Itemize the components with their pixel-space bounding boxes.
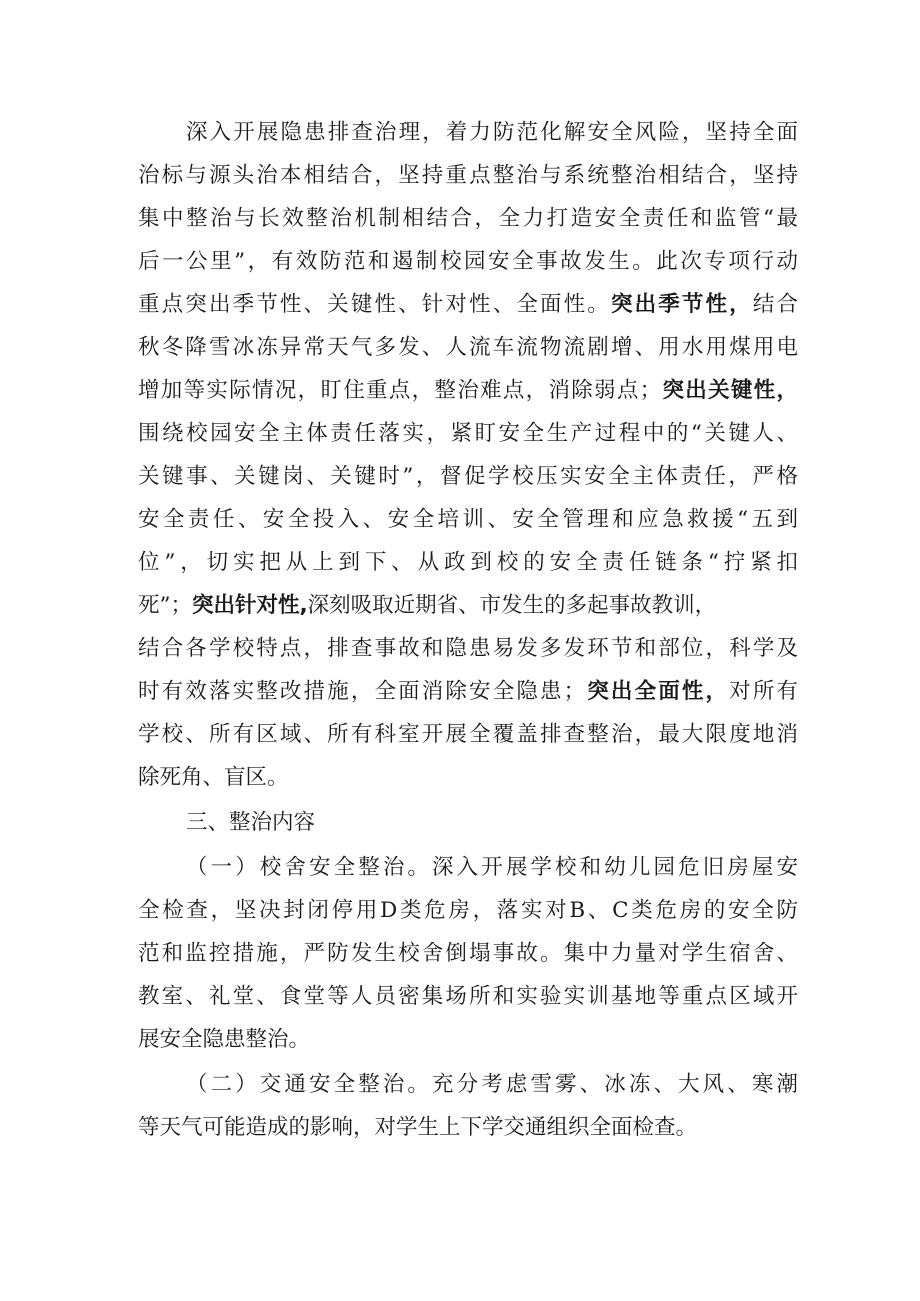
paragraph-line: 位”，切实把从上到下、从政到校的安全责任链条“拧紧扣	[138, 550, 798, 575]
paragraph-line: 深入开展隐患排查治理，着力防范化解安全风险，坚持全面	[186, 120, 798, 145]
paragraph-line: 展安全隐患整治。	[138, 1027, 311, 1052]
paragraph-line: （二）交通安全整治。充分考虑雪雾、冰冻、大风、寒潮	[186, 1072, 798, 1097]
paragraph-line: 围绕校园安全主体责任落实，紧盯安全生产过程中的“关键人、	[138, 421, 798, 446]
bold-emphasis: 突出全面性，	[585, 679, 730, 704]
paragraph-line	[138, 290, 798, 320]
text-run: 增加等实际情况，盯住重点，整治难点，消除弱点；	[138, 378, 662, 403]
paragraph-line: 范和监控措施，严防发生校舍倒塌事故。集中力量对学生宿舍、	[138, 941, 798, 966]
paragraph-line: 集中整治与长效整治机制相结合，全力打造安全责任和监管“最	[138, 206, 798, 231]
paragraph-line: 秋冬降雪冰冻异常天气多发、人流车流物流剧增、用水用煤用电	[138, 335, 798, 360]
paragraph-line: 除死角、盲区。	[138, 765, 289, 790]
text-run: 死”；	[138, 593, 192, 618]
paragraph-line: （一）校舍安全整治。深入开展学校和幼儿园危旧房屋安	[186, 855, 798, 880]
text-run: 结合	[752, 292, 798, 317]
text-run: 深刻吸取近期省、市发生的多起事故教训，	[307, 593, 717, 618]
bold-emphasis: 突出针对性,	[192, 593, 308, 618]
text-run: 时有效落实整改措施，全面消除安全隐患；	[138, 679, 586, 704]
paragraph-line: 关键事、关键岗、关键时”，督促学校压实安全主体责任，严格	[138, 464, 798, 489]
bold-emphasis: 突出关键性，	[661, 378, 798, 403]
paragraph-line: 安全责任、安全投入、安全培训、安全管理和应急救援“五到	[138, 507, 798, 532]
paragraph-line	[138, 677, 798, 707]
bold-emphasis: 突出季节性，	[610, 292, 753, 317]
paragraph-line	[138, 591, 798, 621]
paragraph-line: 等天气可能造成的影响，对学生上下学交通组织全面检查。	[138, 1115, 698, 1140]
paragraph-line: 后一公里”，有效防范和遏制校园安全事故发生。此次专项行动	[138, 249, 798, 274]
paragraph-line: 治标与源头治本相结合，坚持重点整治与系统整治相结合，坚持	[138, 163, 798, 188]
section-heading: 三、整治内容	[186, 810, 316, 835]
text-run: 对所有	[729, 679, 798, 704]
paragraph-line: 学校、所有区域、所有科室开展全覆盖排查整治，最大限度地消	[138, 722, 798, 747]
paragraph-line	[138, 376, 798, 406]
paragraph-line: 结合各学校特点，排查事故和隐患易发多发环节和部位，科学及	[138, 636, 798, 661]
text-run: 重点突出季节性、关键性、针对性、全面性。	[138, 292, 611, 317]
paragraph-line: 教室、礼堂、食堂等人员密集场所和实验实训基地等重点区域开	[138, 984, 798, 1009]
paragraph-line: 全检查，坚决封闭停用D类危房，落实对B、C类危房的安全防	[138, 898, 798, 923]
